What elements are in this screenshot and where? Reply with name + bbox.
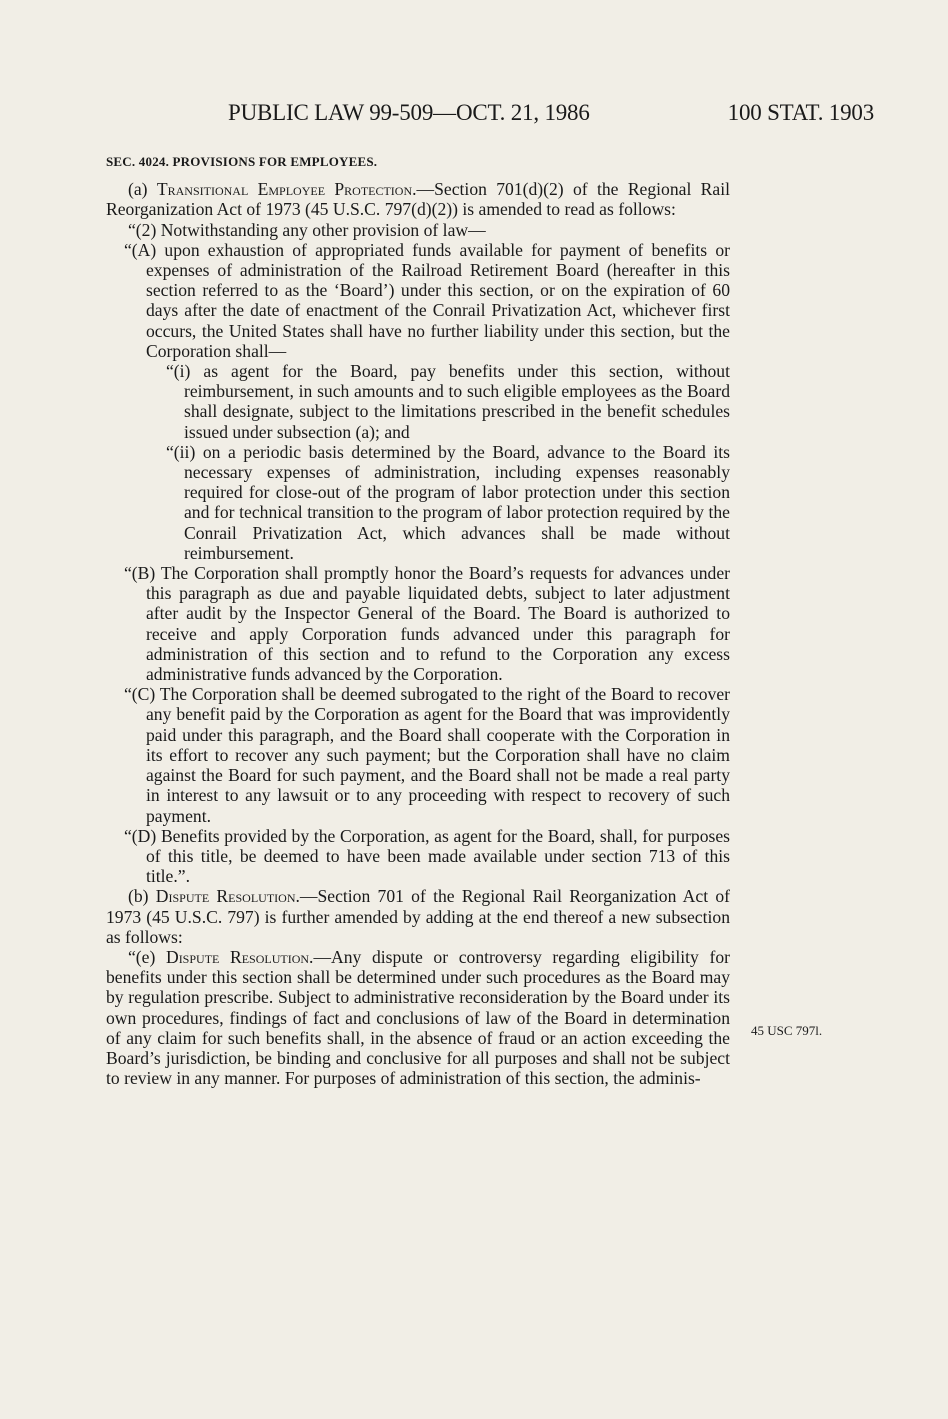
subsection-a [106,179,730,219]
clause-i: “(i) as agent for the Board, pay benefits under this section, without reimbursement, in such amounts and to such eligible employees as the Board shall designate, subject to the limitations prescribed in the benefit schedules issued under subsection (a); and [166,361,730,442]
subsection-e-text: —Any dispute or controversy regarding eligibility for benefits under this section shall be determined under such procedures as the Board may by regulation prescribe. Subject to administrative reconsideration by the Board under its own procedures, findings of fact and conclusions of law of the Board in determination of any claim for such benefits shall, in the absence of fraud or an action exceeding the Board’s jurisdiction, be binding and conclusive for all purposes and shall not be subject to review in any manner. For purposes of administration of this section, the adminis- [106,946,730,1089]
section-heading: SEC. 4024. PROVISIONS FOR EMPLOYEES. [106,154,378,169]
subsection-e [106,947,730,1088]
subparagraph-a: “(A) upon exhaustion of appropriated funds available for payment of benefits or expenses of administration of the Railroad Retirement Board (hereafter in this section referred to as the ‘Board’) under this section, or on the expiration of 60 days after the date of enactment of the Conrail Privatization Act, whichever first occurs, the United States shall have no further liability under this section, but the Corporation shall— [124,239,730,361]
subparagraph-b: “(B) The Corporation shall promptly honor the Board’s requests for advances under this paragraph as due and payable liquidated debts, subject to later adjustment after audit by the Inspector General of the Board. The Board is authorized to receive and apply Corporation funds advanced under this paragraph for administration of this section and to refund to the Corporation any excess administrative funds advanced by the Corporation. [124,563,730,685]
subsection-e-label: “(e) [128,946,156,967]
margin-citation: 45 USC 797l. [751,1023,823,1038]
body-text [106,152,730,1088]
paragraph-2: “(2) Notwithstanding any other provision of law— [128,219,486,240]
clause-ii: “(ii) on a periodic basis determined by the Board, advance to the Board its necessary expenses of administration, including expenses reasonably required for close-out of the program of labor protection under this section and for technical transition to the program of labor protection required by the Conrail Privatization Act, which advances shall be made without reimbursement. [166,441,730,563]
subsection-a-label: (a) [128,179,148,200]
subsection-b-label: (b) [128,886,149,907]
law-citation: PUBLIC LAW 99-509—OCT. 21, 1986 [228,100,590,125]
subsection-b [106,886,730,947]
page-header [228,100,874,134]
subsection-a-title: Transitional Employee Protection. [156,179,417,200]
stat-citation: 100 STAT. 1903 [727,100,874,125]
subsection-a-text: —Section 701(d)(2) of the Regional Rail Reorganization Act of 1973 (45 U.S.C. 797(d)(2)) is amended to read as follows: [106,179,730,220]
subsection-e-title: Dispute Resolution. [165,946,314,967]
subsection-b-text: —Section 701 of the Regional Rail Reorganization Act of 1973 (45 U.S.C. 797) is further amended by adding at the end thereof a new subsection as follows: [106,886,730,947]
subparagraph-c: “(C) The Corporation shall be deemed subrogated to the right of the Board to recover any benefit paid by the Corporation as agent for the Board that was improvidently paid under this paragraph, and the Board shall cooperate with the Corporation in its effort to recover any such payment; but the Corporation shall have no claim against the Board for such payment, and the Board shall not be made a real party in interest to any lawsuit or to any proceeding with respect to recovery of such payment. [124,684,730,826]
subparagraph-d: “(D) Benefits provided by the Corporation, as agent for the Board, shall, for purposes of this title, be deemed to have been made available under section 713 of this title.”. [124,825,730,887]
subsection-b-title: Dispute Resolution. [155,886,300,907]
